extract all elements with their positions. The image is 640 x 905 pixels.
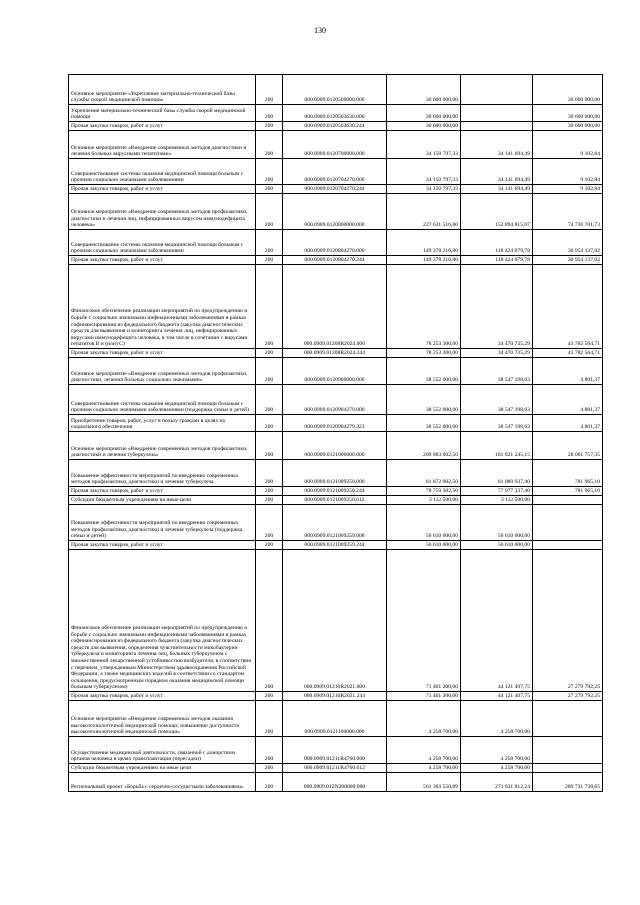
classification-code-cell: 000.0909.0121009259.244 — [283, 541, 387, 550]
budget-execution-table — [68, 74, 603, 792]
unexecuted-amount-cell: 289 731 738,65 — [533, 773, 603, 792]
classification-code-cell: 000.0909.0120503630.244 — [283, 122, 387, 131]
approved-amount-cell: 149 378 216,80 — [387, 230, 461, 256]
classification-code-cell: 000.0909.0121009250.000 — [283, 460, 387, 487]
expense-name-cell: Основное мероприятие «Внедрение современных методов профилактики, диагностики, лечения больных социально значимыми» — [69, 358, 256, 385]
expense-name-cell: Основное мероприятие «Внедрение современных методов профилактики, диагностики и лечения лиц, инфицированных вирусом иммунодефицита человека» — [69, 194, 256, 230]
unexecuted-amount-cell: 781 965,10 — [533, 487, 603, 496]
code-cell: 200 — [256, 159, 283, 185]
code-cell: 200 — [256, 460, 283, 487]
classification-code-cell: 000.0909.0120503630.000 — [283, 105, 387, 122]
expense-name-cell: Совершенствование системы оказания медицинской помощи больным с прочими социально значимыми заболеваниями (поддержка семьи и детей) — [69, 385, 256, 415]
table-row — [69, 692, 603, 701]
code-cell: 200 — [256, 256, 283, 265]
expense-name-cell: Прочая закупка товаров, работ и услуг — [69, 541, 256, 550]
approved-amount-cell: 56 610 000,00 — [387, 541, 461, 550]
table-body — [69, 75, 603, 792]
unexecuted-amount-cell: 27 279 792,25 — [533, 692, 603, 701]
classification-code-cell: 000.0909.01211R4760.612 — [283, 764, 387, 773]
code-cell: 200 — [256, 415, 283, 432]
executed-amount-cell: 181 821 245,15 — [461, 432, 533, 460]
expense-name-cell: Основное мероприятие «Внедрение современных методов профилактики, диагностики и лечения туберкулеза» — [69, 432, 256, 460]
approved-amount-cell: 38 552 000,00 — [387, 415, 461, 432]
expense-name-cell: Прочая закупка товаров, работ и услуг — [69, 487, 256, 496]
table-row — [69, 122, 603, 131]
code-cell: 200 — [256, 185, 283, 194]
classification-code-cell: 000.0909.01208R2024.244 — [283, 349, 387, 358]
classification-code-cell: 000.0909.01210R2021.244 — [283, 692, 387, 701]
code-cell: 200 — [256, 701, 283, 737]
approved-amount-cell: 4 258 700,00 — [387, 764, 461, 773]
executed-amount-cell: 271 631 812,24 — [461, 773, 533, 792]
approved-amount-cell: 30 600 000,00 — [387, 75, 461, 105]
executed-amount-cell: 38 547 198,63 — [461, 385, 533, 415]
executed-amount-cell: 4 258 700,00 — [461, 737, 533, 764]
table-row — [69, 265, 603, 349]
table-row — [69, 764, 603, 773]
table-row — [69, 550, 603, 692]
unexecuted-amount-cell: 28 061 757,35 — [533, 432, 603, 460]
classification-code-cell: 000.0909.0120800000.000 — [283, 194, 387, 230]
approved-amount-cell: 34 150 797,33 — [387, 131, 461, 159]
unexecuted-amount-cell: 30 954 137,02 — [533, 256, 603, 265]
unexecuted-amount-cell: 30 600 000,00 — [533, 75, 603, 105]
table-row — [69, 256, 603, 265]
approved-amount-cell: 78 253 300,00 — [387, 349, 461, 358]
code-cell: 200 — [256, 230, 283, 256]
unexecuted-amount-cell: 30 954 137,02 — [533, 230, 603, 256]
expense-name-cell: Региональный проект «Борьба с сердечно-сосудистыми заболеваниями» — [69, 773, 256, 792]
code-cell: 200 — [256, 194, 283, 230]
table-row — [69, 496, 603, 505]
executed-amount-cell: 4 258 700,00 — [461, 701, 533, 737]
unexecuted-amount-cell — [533, 496, 603, 505]
unexecuted-amount-cell: 9 102,84 — [533, 185, 603, 194]
approved-amount-cell: 30 600 000,00 — [387, 105, 461, 122]
approved-amount-cell: 71 401 200,00 — [387, 692, 461, 701]
approved-amount-cell: 81 872 902,50 — [387, 460, 461, 487]
expense-name-cell: Прочая закупка товаров, работ и услуг — [69, 256, 256, 265]
executed-amount-cell: 44 121 407,75 — [461, 550, 533, 692]
executed-amount-cell: 118 424 079,78 — [461, 256, 533, 265]
table-row — [69, 701, 603, 737]
classification-code-cell: 000.0909.0120500000.000 — [283, 75, 387, 105]
expense-name-cell: Повышение эффективности мероприятий по внедрению современных методов профилактики, диагностики и лечения туберкулеза (поддержка семьи и детей) — [69, 505, 256, 541]
unexecuted-amount-cell: 74 736 701,73 — [533, 194, 603, 230]
page-number: 130 — [314, 26, 326, 35]
unexecuted-amount-cell — [533, 737, 603, 764]
unexecuted-amount-cell — [533, 701, 603, 737]
table-row — [69, 415, 603, 432]
approved-amount-cell: 71 401 200,00 — [387, 550, 461, 692]
classification-code-cell: 000.0909.0121009250.244 — [283, 487, 387, 496]
table-row — [69, 385, 603, 415]
executed-amount-cell: 118 424 079,78 — [461, 230, 533, 256]
table-row — [69, 131, 603, 159]
executed-amount-cell: 152 894 815,07 — [461, 194, 533, 230]
expense-name-cell: Основное мероприятие «Внедрение современных методов диагностики и лечения больных вирусными гепатитами» — [69, 131, 256, 159]
unexecuted-amount-cell: 9 102,84 — [533, 131, 603, 159]
code-cell: 200 — [256, 505, 283, 541]
unexecuted-amount-cell: 30 600 000,00 — [533, 105, 603, 122]
executed-amount-cell: 3 112 500,00 — [461, 496, 533, 505]
unexecuted-amount-cell: 4 801,37 — [533, 385, 603, 415]
unexecuted-amount-cell: 4 801,37 — [533, 358, 603, 385]
approved-amount-cell: 209 883 002,50 — [387, 432, 461, 460]
executed-amount-cell: 34 470 735,29 — [461, 265, 533, 349]
approved-amount-cell: 38 552 000,00 — [387, 385, 461, 415]
code-cell: 200 — [256, 764, 283, 773]
table-row — [69, 185, 603, 194]
classification-code-cell: 000.0909.01208R2024.000 — [283, 265, 387, 349]
unexecuted-amount-cell — [533, 505, 603, 541]
expense-name-cell: Осуществление медицинской деятельности, связанной с донорством органов человека в целях трансплантации (пересадки) — [69, 737, 256, 764]
executed-amount-cell — [461, 105, 533, 122]
expense-name-cell: Укрепление материально-технической базы службы скорой медицинской помощи — [69, 105, 256, 122]
unexecuted-amount-cell — [533, 541, 603, 550]
classification-code-cell: 000.0909.01210R2021.000 — [283, 550, 387, 692]
classification-code-cell: 000.0909.0121000000.000 — [283, 432, 387, 460]
unexecuted-amount-cell: 30 600 000,00 — [533, 122, 603, 131]
executed-amount-cell: 4 258 700,00 — [461, 764, 533, 773]
expense-name-cell: Повышение эффективности мероприятий по внедрению современных методов профилактики, диагностики и лечения туберкулеза — [69, 460, 256, 487]
code-cell: 200 — [256, 496, 283, 505]
executed-amount-cell: 56 610 000,00 — [461, 505, 533, 541]
approved-amount-cell: 4 258 700,00 — [387, 701, 461, 737]
executed-amount-cell: 38 547 198,63 — [461, 358, 533, 385]
code-cell: 200 — [256, 131, 283, 159]
expense-name-cell: Финансовое обеспечение реализации мероприятий по предупреждению и борьбе с социально значимыми инфекционными заболеваниями в рамках софинансирования из федерального бюджета (закупка диагностических средств для выявления, определения чувствительности микобактерии туберкулеза и мониторинга лечения лиц, больных туберкулезом с множественной лекарственной устойчивостью возбудителя, в соответствии с перечнем, утвержденным Министерством здравоохранения Российской Федерации, а также медицинских изделий в соответствии со стандартом оснащения, предусмотренным порядком оказания медицинской помощи больным туберкулезом) — [69, 550, 256, 692]
code-cell: 200 — [256, 692, 283, 701]
table-row — [69, 773, 603, 792]
classification-code-cell: 000.0909.0120900000.000 — [283, 358, 387, 385]
table-row — [69, 194, 603, 230]
executed-amount-cell: 56 610 000,00 — [461, 541, 533, 550]
unexecuted-amount-cell: 4 801,37 — [533, 415, 603, 432]
unexecuted-amount-cell: 781 965,10 — [533, 460, 603, 487]
code-cell: 200 — [256, 541, 283, 550]
classification-code-cell: 000.0909.0121009250.612 — [283, 496, 387, 505]
expense-name-cell: Прочая закупка товаров, работ и услуг — [69, 122, 256, 131]
code-cell: 200 — [256, 487, 283, 496]
classification-code-cell: 000.0909.0121009259.000 — [283, 505, 387, 541]
table-row — [69, 541, 603, 550]
table-row — [69, 105, 603, 122]
expense-name-cell: Прочая закупка товаров, работ и услуг — [69, 185, 256, 194]
classification-code-cell: 000.0909.0120704270.000 — [283, 159, 387, 185]
expense-name-cell: Совершенствование системы оказания медицинской помощи больным с прочими социально значимыми заболеваниями — [69, 230, 256, 256]
classification-code-cell: 000.0909.0121100000.000 — [283, 701, 387, 737]
approved-amount-cell: 30 600 000,00 — [387, 122, 461, 131]
unexecuted-amount-cell: 27 279 792,25 — [533, 550, 603, 692]
executed-amount-cell: 38 547 198,63 — [461, 415, 533, 432]
classification-code-cell: 000.0909.0120804270.244 — [283, 256, 387, 265]
classification-code-cell: 000.0909.0120904279.323 — [283, 415, 387, 432]
approved-amount-cell: 149 378 216,80 — [387, 256, 461, 265]
classification-code-cell: 000.0909.0120904279.000 — [283, 385, 387, 415]
executed-amount-cell: 34 141 694,49 — [461, 185, 533, 194]
expense-name-cell: Совершенствование системы оказания медицинской помощи больным с прочими социально значимыми заболеваниями — [69, 159, 256, 185]
code-cell: 200 — [256, 75, 283, 105]
approved-amount-cell: 561 363 550,89 — [387, 773, 461, 792]
code-cell: 200 — [256, 122, 283, 131]
approved-amount-cell: 3 112 500,00 — [387, 496, 461, 505]
code-cell: 200 — [256, 385, 283, 415]
expense-name-cell: Субсидии бюджетным учреждениям на иные цели — [69, 764, 256, 773]
unexecuted-amount-cell: 43 782 564,71 — [533, 265, 603, 349]
classification-code-cell: 000.0909.0120704270.244 — [283, 185, 387, 194]
classification-code-cell: 000.0909.0120804270.000 — [283, 230, 387, 256]
expense-name-cell: Субсидии бюджетным учреждениям на иные цели — [69, 496, 256, 505]
table-row — [69, 505, 603, 541]
approved-amount-cell: 4 258 700,00 — [387, 737, 461, 764]
table-row — [69, 432, 603, 460]
executed-amount-cell — [461, 122, 533, 131]
approved-amount-cell: 78 759 302,50 — [387, 487, 461, 496]
unexecuted-amount-cell: 43 782 564,71 — [533, 349, 603, 358]
table-row — [69, 349, 603, 358]
unexecuted-amount-cell — [533, 764, 603, 773]
executed-amount-cell: 34 141 694,49 — [461, 159, 533, 185]
classification-code-cell: 000.0909.01211R4760.000 — [283, 737, 387, 764]
table-row — [69, 460, 603, 487]
expense-name-cell: Прочая закупка товаров, работ и услуг — [69, 349, 256, 358]
approved-amount-cell: 34 150 797,33 — [387, 159, 461, 185]
table-row — [69, 75, 603, 105]
executed-amount-cell: 44 121 407,75 — [461, 692, 533, 701]
code-cell: 200 — [256, 349, 283, 358]
expense-name-cell: Прочая закупка товаров, работ и услуг — [69, 692, 256, 701]
approved-amount-cell: 227 631 516,80 — [387, 194, 461, 230]
code-cell: 200 — [256, 773, 283, 792]
table-row — [69, 358, 603, 385]
executed-amount-cell: 81 089 937,40 — [461, 460, 533, 487]
approved-amount-cell: 56 610 000,00 — [387, 505, 461, 541]
unexecuted-amount-cell: 9 102,84 — [533, 159, 603, 185]
executed-amount-cell: 34 141 694,49 — [461, 131, 533, 159]
code-cell: 200 — [256, 550, 283, 692]
table-row — [69, 487, 603, 496]
approved-amount-cell: 78 253 300,00 — [387, 265, 461, 349]
executed-amount-cell — [461, 75, 533, 105]
expense-name-cell: Основное мероприятие «Укрепление материально-технической базы службы скорой медицинской помощи» — [69, 75, 256, 105]
code-cell: 200 — [256, 265, 283, 349]
classification-code-cell: 000.0909.0120700000.000 — [283, 131, 387, 159]
table-row — [69, 737, 603, 764]
approved-amount-cell: 34 150 797,33 — [387, 185, 461, 194]
approved-amount-cell: 38 552 000,00 — [387, 358, 461, 385]
code-cell: 200 — [256, 105, 283, 122]
expense-name-cell: Основное мероприятие «Внедрение современных методов оказания высокотехнологичной медицинской помощи; повышение доступности высокотехнологичной медицинской помощи» — [69, 701, 256, 737]
classification-code-cell: 000.0909.012N200000.000 — [283, 773, 387, 792]
code-cell: 200 — [256, 358, 283, 385]
table-row — [69, 230, 603, 256]
code-cell: 200 — [256, 737, 283, 764]
executed-amount-cell: 34 470 735,29 — [461, 349, 533, 358]
expense-name-cell: Приобретение товаров, работ, услуг в пользу граждан в целях их социального обеспечения — [69, 415, 256, 432]
expense-name-cell: Финансовое обеспечение реализации мероприятий по предупреждению и борьбе с социально значимыми инфекционными заболеваниями в рамках софинансирования из федерального бюджета (закупка диагностических средств для выявления и мониторинга лечения лиц, инфицированных вирусами иммунодефицита человека, в том числе в сочетании с вирусами гепатитов В и (или) С) — [69, 265, 256, 349]
code-cell: 200 — [256, 432, 283, 460]
executed-amount-cell: 77 977 337,40 — [461, 487, 533, 496]
table-row — [69, 159, 603, 185]
